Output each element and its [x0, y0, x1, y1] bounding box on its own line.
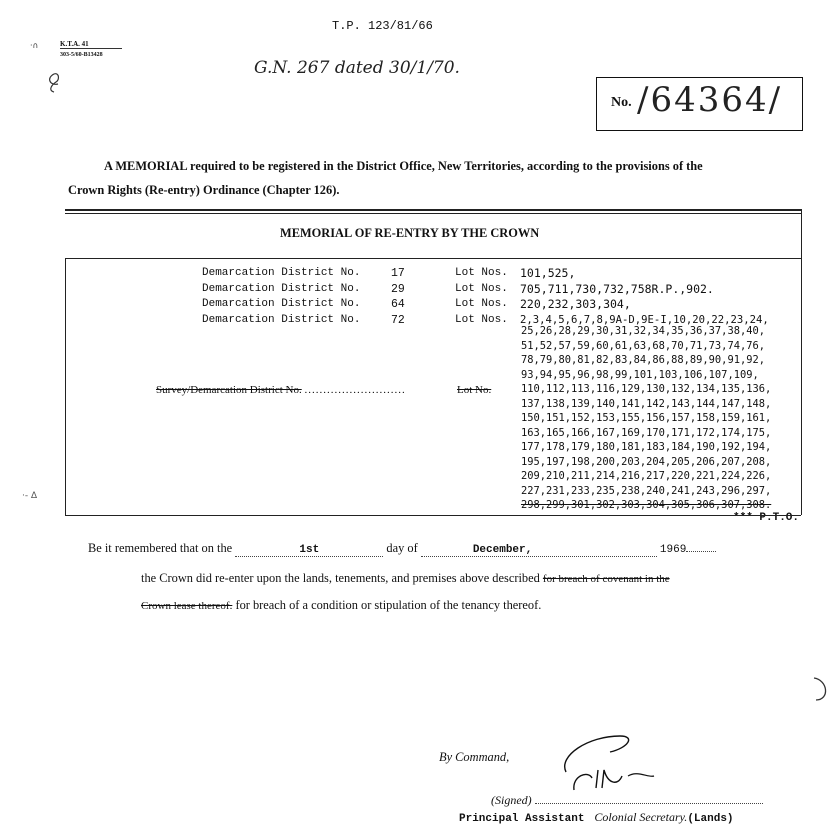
- reentry-line: the Crown did re-enter upon the lands, tenements, and premises above described for breach of covenant in the: [141, 571, 670, 585]
- margin-scribble-icon: [20, 36, 70, 96]
- district-number: 29: [391, 282, 405, 296]
- number-value: /64364/: [637, 80, 783, 120]
- lot-line: 51,52,57,59,60,61,63,68,70,71,73,74,76,: [521, 339, 765, 352]
- form-print-code: 303-5/60-B13428: [60, 52, 103, 58]
- svg-text:·- ∆: ·- ∆: [22, 491, 37, 501]
- frame-right-rule: [801, 209, 802, 515]
- day-field: 1st: [235, 541, 383, 557]
- number-box: [596, 77, 803, 131]
- title-bottom-rule: [65, 258, 801, 259]
- pto-note: *** P.T.O.: [733, 512, 800, 524]
- lot-value: 2,3,4,5,6,7,8,9A-D,9E-I,10,20,22,23,24,: [520, 313, 769, 326]
- month-field: December,: [421, 541, 657, 557]
- frame-left-rule: [65, 258, 66, 515]
- lot-line: 177,178,179,180,181,183,184,190,192,194,: [521, 441, 772, 453]
- breach-line: Crown lease thereof. for breach of a condition or stipulation of the tenancy thereof.: [141, 598, 542, 612]
- number-label: No.: [611, 95, 632, 110]
- margin-bracket-icon: [806, 672, 836, 706]
- lot-line: 25,26,28,29,30,31,32,34,35,36,37,38,40,: [521, 325, 765, 337]
- lot-line: 163,165,166,167,169,170,171,172,174,175,: [521, 426, 772, 439]
- lot-label: Lot Nos.: [455, 282, 508, 295]
- lot-value: 220,232,303,304,: [520, 297, 631, 311]
- district-row: Demarcation District No.: [202, 282, 361, 295]
- lot-labels: [455, 266, 508, 328]
- svg-text:·∩: ·∩: [30, 41, 39, 50]
- year-value: 1969: [659, 544, 687, 556]
- lot-line: 78,79,80,81,82,83,84,86,88,89,90,91,92,: [521, 354, 765, 366]
- district-number: 64: [391, 298, 405, 311]
- district-number: 17: [391, 267, 405, 280]
- lot-line: 150,151,152,153,155,156,157,158,159,161,: [521, 412, 772, 424]
- intro-line-2: Crown Rights (Re-entry) Ordinance (Chapter 126).: [68, 183, 340, 197]
- margin-mark-icon: [22, 484, 62, 514]
- tp-reference: T.P. 123/81/66: [332, 19, 433, 33]
- handwritten-gn-note: G.N. 267 dated 30/1/70.: [254, 58, 460, 78]
- signed-line: (Signed): [491, 793, 763, 808]
- district-row: Demarcation District No.: [202, 313, 361, 326]
- lot-line: 298,299,301,302,303,304,305,306,307,308.: [521, 499, 772, 511]
- remembered-line: Be it remembered that on the 1st day of December, 1969: [88, 541, 716, 557]
- form-code: K.T.A. 41: [60, 40, 89, 48]
- district-row: Demarcation District No.: [202, 267, 361, 279]
- lot-line: 195,197,198,200,203,204,205,206,207,208,: [521, 455, 772, 468]
- lot-line: 137,138,139,140,141,142,143,144,147,148,: [521, 397, 772, 410]
- lot-line: 227,231,233,235,238,240,241,243,296,297,: [521, 484, 772, 497]
- intro-line-1: A MEMORIAL required to be registered in the District Office, New Territories, according to the provisions of the: [104, 159, 703, 173]
- frame-bottom-rule: [65, 515, 801, 516]
- signature-scribble-icon: [548, 726, 658, 798]
- lot-continuation: [521, 324, 771, 513]
- lot-line: 209,210,211,214,216,217,220,221,224,226,: [521, 470, 772, 482]
- district-numbers: [391, 266, 405, 328]
- frame-top-rule: [65, 209, 801, 211]
- frame-top-rule-2: [65, 213, 801, 214]
- lot-values: [520, 266, 769, 328]
- lot-label: Lot Nos.: [455, 267, 508, 279]
- struck-lot-label: Lot No.: [457, 384, 492, 396]
- district-row: Demarcation District No.: [202, 298, 361, 310]
- struck-survey-label: Survey/Demarcation District No. ...........................: [156, 384, 406, 396]
- memorial-title: MEMORIAL OF RE-ENTRY BY THE CROWN: [280, 226, 540, 240]
- lot-value: 101,525,: [520, 266, 576, 280]
- lot-line: 110,112,113,116,129,130,132,134,135,136,: [521, 383, 772, 395]
- lot-label: Lot Nos.: [455, 298, 508, 310]
- district-list: [202, 266, 360, 328]
- lot-value: 705,711,730,732,758R.P.,902.: [520, 281, 714, 296]
- district-number: 72: [391, 313, 405, 327]
- lot-line: 93,94,95,96,98,99,101,103,106,107,109,: [521, 368, 759, 381]
- by-command: By Command,: [439, 750, 510, 764]
- lot-label: Lot Nos.: [455, 313, 508, 326]
- signatory-title: Principal Assistant Colonial Secretary.(Lands): [459, 810, 734, 825]
